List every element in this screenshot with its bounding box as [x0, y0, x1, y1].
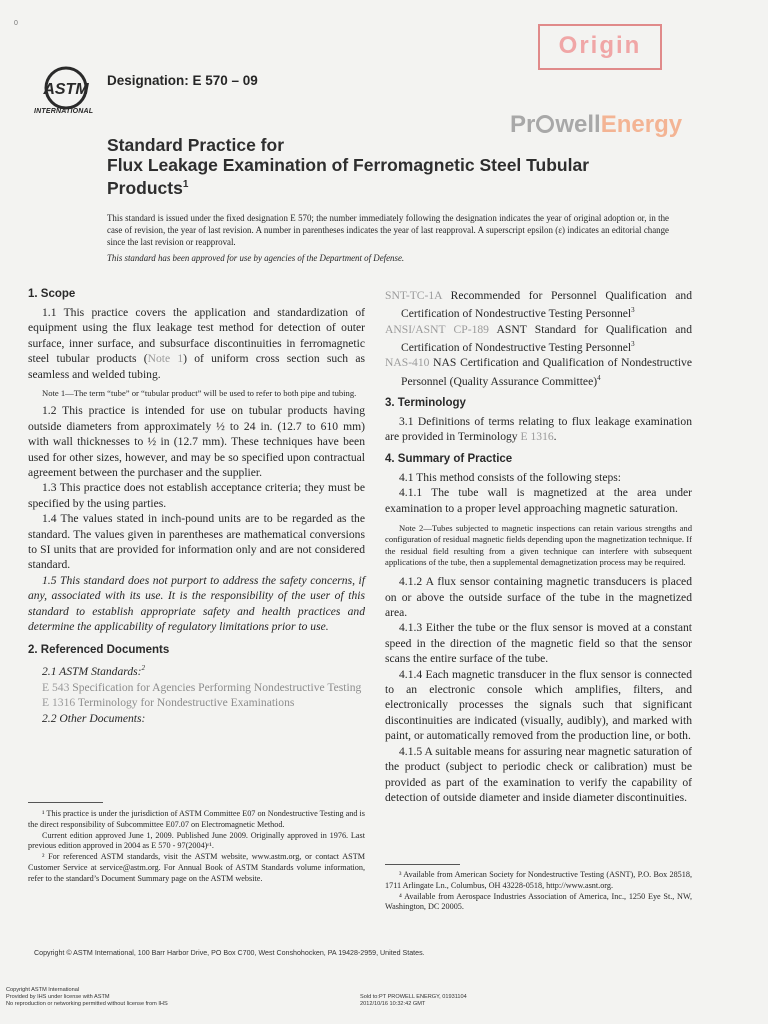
ref-snt-tc-1a: SNT-TC-1A Recommended for Personnel Qualification and Certification of Nondestructive Testing Personnel$^3$ — [385, 289, 692, 321]
left-footnotes — [28, 809, 365, 885]
right-column — [385, 288, 692, 805]
footnote-4: ⁴ Available from Aerospace Industries Association of America, Inc., 1250 Eye St., NW, Washington, DC 20005. — [385, 891, 692, 912]
section-4-1-5: 4.1.5 A suitable means for assuring near magnetic saturation of the product (subject to periodic check or calibration) must be provided as part of the examination to verify the capability of detection of outside diameter and inside diameter discontinuities. — [385, 744, 692, 804]
section-3-1: 3.1 Definitions of terms relating to flux leakage examination are provided in Terminology E 1316. — [385, 415, 692, 444]
right-footnotes — [385, 870, 692, 913]
ref-snt-tc-1a-link[interactable]: SNT-TC-1A — [385, 289, 442, 302]
terminology-heading: 3. Terminology — [385, 397, 466, 410]
note-2: Note 2—Tubes subjected to magnetic inspections can retain various strengths and configuration of residual magnetic fields depending upon the magnetization technique. If the residual field resulting from a given technique can interfere with subsequent applications of the tube, then a supplemental demagnetization process may be required. — [385, 523, 692, 567]
section-4-1-3: 4.1.3 Either the tube or the flux sensor is moved at a constant speed in the direction of the magnetic field so that the sensor scans the entire surface of the tube. — [385, 621, 692, 666]
intro-text: This standard is issued under the fixed designation E 570; the number immediately following the designation indicates the year of original adoption or, in the case of revision, the year of last revision. A number in parentheses indicates the year of last reapproval. A superscript epsilon (ε) indicates an editorial change since the last revision or reapproval. — [107, 213, 669, 247]
sold-date-line: 2012/10/16 10:32:42 GMT — [360, 1001, 426, 1007]
ref-e1316-link[interactable]: E 1316 — [42, 696, 76, 710]
license-line-3: No reproduction or networking permitted without license from IHS — [6, 1001, 168, 1007]
title-line3: Products — [107, 177, 183, 198]
ref-nas-410: NAS-410 NAS Certification and Qualification of Nondestructive Personnel (Quality Assurance Committee)$^4$ — [385, 356, 692, 388]
copyright-line: Copyright © ASTM International, 100 Barr Harbor Drive, PO Box C700, West Conshohocken, PA 19428-2959, United States. — [34, 949, 425, 957]
section-1-5: 1.5 This standard does not purport to address the safety concerns, if any, associated with its use. It is the responsibility of the user of this standard to establish appropriate safety and health practices and determine the applicability of regulatory limitations prior to use. — [28, 573, 365, 634]
company-logo-o-icon — [536, 115, 554, 133]
company-logo-pr: Pr — [510, 111, 536, 138]
license-block — [6, 987, 168, 1008]
footnote-1: ¹ This practice is under the jurisdiction of ASTM Committee E07 on Nondestructive Testing and is the direct responsibility of Subcommittee E07.07 on Electromagnetic Method. — [28, 809, 365, 829]
section-2-1: 2.1 ASTM Standards:$^2$ — [42, 664, 146, 679]
sold-to-line: Sold to:PT PROWELL ENERGY, 01931104 — [360, 994, 467, 1000]
title-footnote-ref: 1 — [182, 179, 189, 190]
origin-stamp — [538, 24, 662, 70]
dod-approval: This standard has been approved for use by agencies of the Department of Defense. — [107, 253, 405, 263]
ref-e543-link[interactable]: E 543 — [42, 680, 70, 694]
svg-text:ASTM: ASTM — [43, 81, 89, 98]
logo-subtitle: INTERNATIONAL — [34, 108, 94, 115]
footnote-divider-left — [28, 802, 103, 803]
intro-block — [107, 212, 669, 264]
section-1-3: 1.3 This practice does not establish acceptance criteria; they must be specified by the using parties. — [28, 481, 365, 510]
section-4-1: 4.1 This method consists of the following steps: — [399, 470, 621, 484]
origin-stamp-text: Origin — [558, 32, 642, 59]
title-line1: Standard Practice for — [107, 135, 284, 155]
section-2-2: 2.2 Other Documents: — [42, 711, 146, 725]
terminology-e1316-link[interactable]: E 1316 — [520, 430, 554, 444]
left-column — [28, 288, 365, 726]
sold-to-block — [360, 994, 467, 1008]
document-title — [107, 135, 667, 198]
corner-mark: 0 — [14, 20, 18, 27]
footnote-2: ² For referenced ASTM standards, visit the ASTM website, www.astm.org, or contact ASTM Customer Service at service@astm.org. For Annual Book of ASTM Standards volume information, refer to the standard’s Document Summary page on the ASTM website. — [28, 852, 365, 883]
ref-e543: E 543 Specification for Agencies Performing Nondestructive Testing — [42, 680, 362, 694]
referenced-docs-heading: 2. Referenced Documents — [28, 644, 170, 657]
footnote-1-edition: Current edition approved June 1, 2009. Published June 2009. Originally approved in 1976. Last previous edition approved in 2004 as E 570 - 97(2004)ᵋ¹. — [28, 830, 365, 851]
section-1-1: 1.1 This practice covers the application and standardization of equipment using the flux leakage test method for detection of outer surface, inner surface, and subsurface discontinuities in ferromagnetic steel tubular products (Note 1) of uniform cross section such as seamless and welded tubing. — [28, 306, 365, 381]
scope-heading: 1. Scope — [28, 288, 76, 300]
section-4-1-1: 4.1.1 The tube wall is magnetized at the area under examination to a proper level approaching magnetic saturation. — [385, 486, 692, 515]
company-logo-energy: Energy — [600, 111, 683, 138]
license-line-2: Provided by IHS under license with ASTM — [6, 994, 110, 1000]
license-line-1: Copyright ASTM International — [6, 987, 80, 993]
footnote-divider-right — [385, 864, 460, 865]
section-4-1-4: 4.1.4 Each magnetic transducer in the flux sensor is connected to an electronic console which amplifies, filters, and electronically processes the signals such that significant discontinuities are indicated (visually, audibly), and marked with paint, or automatically removed from the production line, or both. — [385, 667, 692, 743]
summary-heading: 4. Summary of Practice — [385, 452, 513, 465]
note1-link[interactable]: Note 1 — [147, 352, 184, 366]
footnote-3: ³ Available from American Society for Nondestructive Testing (ASNT), P.O. Box 28518, 1711 Arlingate Ln., Columbus, OH 43228-0518, http://www.asnt.org. — [385, 870, 692, 890]
note-1: Note 1—The term “tube” or “tubular product” will be used to refer to both pipe and tubing. — [42, 388, 357, 399]
section-1-4: 1.4 The values stated in inch-pound units are to be regarded as the standard. The values given in parentheses are mathematical conversions to SI units that are provided for information only and are not considered standard. — [28, 512, 365, 572]
ref-ansi-asnt-link[interactable]: ANSI/ASNT CP-189 — [385, 322, 489, 336]
designation: Designation: E 570 – 09 — [107, 73, 258, 88]
ref-ansi-asnt: ANSI/ASNT CP-189 ASNT Standard for Qualification and Certification of Nondestructive Testing Personnel$^3$ — [385, 322, 692, 354]
ref-e1316: E 1316 Terminology for Nondestructive Examinations — [42, 696, 295, 710]
section-1-2: 1.2 This practice is intended for use on tubular products having outside diameters from approximately ½ to 24 in. (12.7 to 610 mm) with wall thicknesses to ½ in (12.7 mm). These techniques have been used for other sizes, however, and may be so specified upon contractual agreement between the purchaser and the supplier. — [28, 404, 365, 479]
company-logo-well: well — [555, 111, 601, 138]
section-4-1-2: 4.1.2 A flux sensor containing magnetic transducers is placed on or above the outside surface of the tube in the magnetized area. — [385, 575, 692, 620]
title-line2: Flux Leakage Examination of Ferromagnetic Steel Tubular — [107, 155, 590, 175]
ref-nas-410-link[interactable]: NAS-410 — [385, 356, 430, 370]
